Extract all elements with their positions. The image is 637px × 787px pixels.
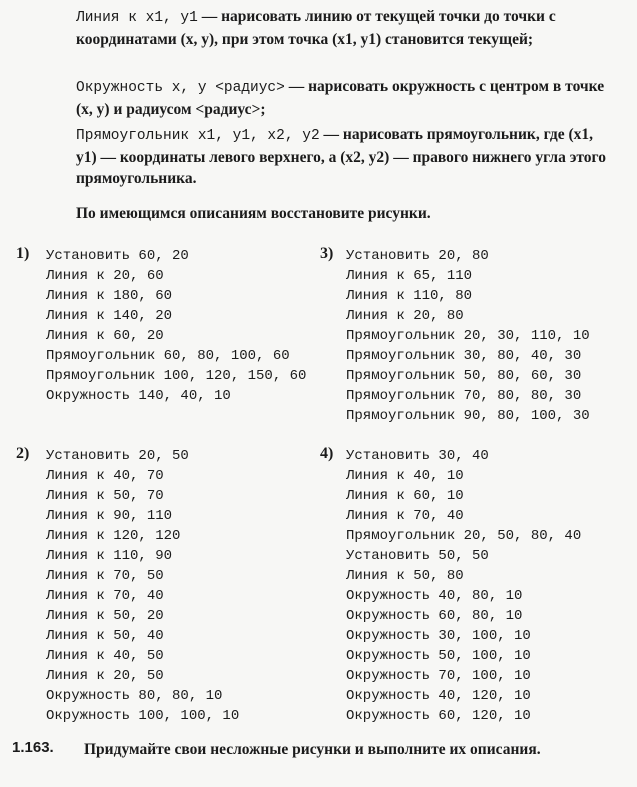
- rectangle-description: — нарисовать прямоугольник, где (x1, y1) — координаты левого верхнего, а (x2, y2) — правого нижнего угла этого прямоугольника.: [76, 126, 606, 187]
- program-line: Установить 30, 40: [346, 448, 489, 464]
- line-description: — нарисовать линию от текущей точки до точки с координатами (x, y), при этом точка (x1, y1) становится текущей;: [76, 8, 556, 48]
- program-line: Окружность 100, 100, 10: [46, 708, 240, 724]
- program-line: Линия к 20, 50: [46, 668, 164, 684]
- program-line: Прямоугольник 50, 80, 60, 30: [346, 368, 582, 384]
- program-line: Линия к 40, 70: [46, 468, 164, 484]
- program-line: Линия к 90, 110: [46, 508, 173, 524]
- program-line: Прямоугольник 60, 80, 100, 60: [46, 348, 290, 364]
- program-line: Окружность 60, 80, 10: [346, 608, 523, 624]
- program-line: Окружность 50, 100, 10: [346, 648, 531, 664]
- program-line: Линия к 110, 80: [346, 288, 473, 304]
- program-line: Линия к 40, 10: [346, 468, 464, 484]
- program-line: Прямоугольник 20, 30, 110, 10: [346, 328, 590, 344]
- program-line: Окружность 40, 120, 10: [346, 688, 531, 704]
- program-line: Окружность 60, 120, 10: [346, 708, 531, 724]
- program-line: Линия к 20, 80: [346, 308, 464, 324]
- program-number: 1): [16, 245, 30, 262]
- program-line: Линия к 70, 40: [346, 508, 464, 524]
- program-line: Линия к 70, 50: [46, 568, 164, 584]
- circle-description: — нарисовать окружность с центром в точке (x, y) и радиусом <радиус>;: [76, 78, 605, 118]
- program-number: 4): [320, 445, 334, 462]
- program-line: Линия к 40, 50: [46, 648, 164, 664]
- program-line: Линия к 140, 20: [46, 308, 173, 324]
- program-line: Прямоугольник 70, 80, 80, 30: [346, 388, 582, 404]
- exercise-text: Придумайте свои несложные рисунки и выполните их описания.: [84, 741, 541, 758]
- program-line: Установить 20, 80: [346, 248, 489, 264]
- program-line: Линия к 50, 70: [46, 488, 164, 504]
- program-line: Прямоугольник 100, 120, 150, 60: [46, 368, 307, 384]
- program-line: Установить 20, 50: [46, 448, 189, 464]
- program-line: Линия к 20, 60: [46, 268, 164, 284]
- line-command: Линия к x1, y1: [76, 10, 198, 26]
- program-line: Прямоугольник 30, 80, 40, 30: [346, 348, 582, 364]
- program-line: Линия к 120, 120: [46, 528, 181, 544]
- definition-line: [76, 6, 616, 50]
- program-number: 2): [16, 445, 30, 462]
- definition-rectangle: [76, 124, 616, 189]
- definition-circle: [76, 76, 616, 120]
- program-line: Линия к 70, 40: [46, 588, 164, 604]
- program-line: Линия к 60, 10: [346, 488, 464, 504]
- program-line: Установить 60, 20: [46, 248, 189, 264]
- program-line: Окружность 140, 40, 10: [46, 388, 231, 404]
- program-line: Установить 50, 50: [346, 548, 489, 564]
- program-line: Линия к 50, 40: [46, 628, 164, 644]
- program-line: Линия к 110, 90: [46, 548, 173, 564]
- program-line: Окружность 70, 100, 10: [346, 668, 531, 684]
- program-line: Линия к 50, 20: [46, 608, 164, 624]
- exercise-number: 1.163.: [12, 739, 54, 756]
- program-line: Линия к 65, 110: [346, 268, 473, 284]
- program-line: Линия к 60, 20: [46, 328, 164, 344]
- program-line: Линия к 50, 80: [346, 568, 464, 584]
- program-line: Прямоугольник 90, 80, 100, 30: [346, 408, 590, 424]
- task-statement: По имеющимся описаниям восстановите рисунки.: [76, 205, 431, 222]
- program-number: 3): [320, 245, 334, 262]
- program-line: Прямоугольник 20, 50, 80, 40: [346, 528, 582, 544]
- program-line: Линия к 180, 60: [46, 288, 173, 304]
- program-line: Окружность 40, 80, 10: [346, 588, 523, 604]
- circle-command: Окружность x, y <радиус>: [76, 80, 285, 96]
- rectangle-command: Прямоугольник x1, y1, x2, y2: [76, 128, 320, 144]
- program-line: Окружность 80, 80, 10: [46, 688, 223, 704]
- program-line: Окружность 30, 100, 10: [346, 628, 531, 644]
